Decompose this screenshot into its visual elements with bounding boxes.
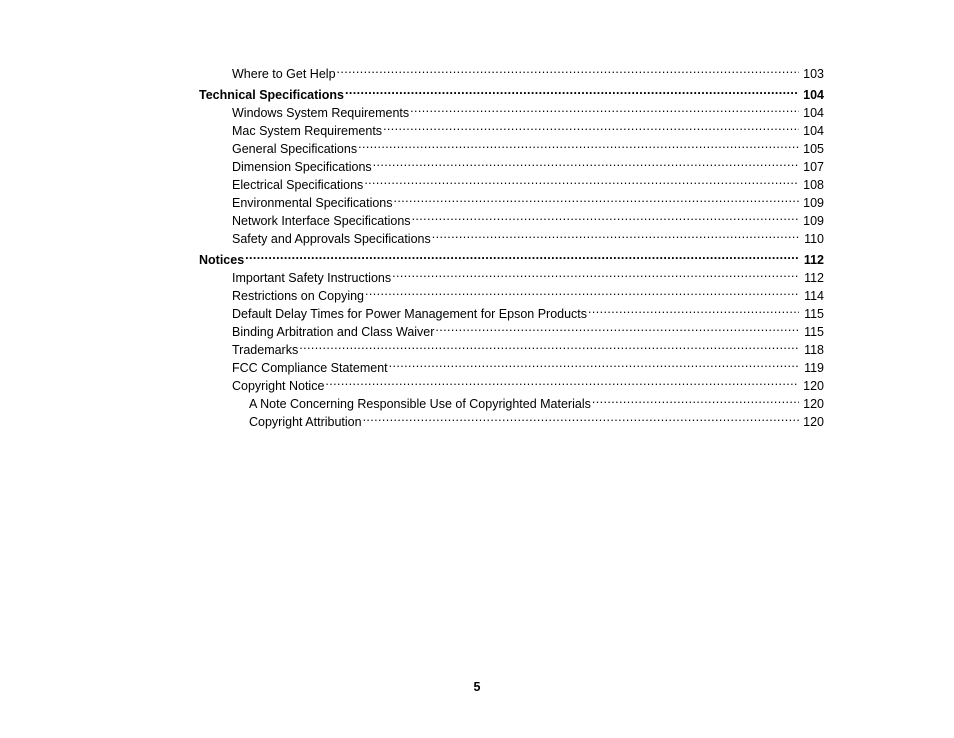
toc-entry-page: 119	[804, 361, 824, 375]
toc-entry-title: A Note Concerning Responsible Use of Copyrighted Materials	[249, 397, 591, 411]
toc-dot-leader	[383, 117, 799, 135]
toc-dot-leader	[435, 318, 799, 336]
toc-entry-page: 118	[804, 343, 824, 357]
toc-entry-page: 115	[804, 307, 824, 321]
toc-entry[interactable]	[199, 264, 824, 285]
toc-dot-leader	[588, 300, 799, 318]
toc-entry-title: Electrical Specifications	[232, 178, 364, 192]
toc-entry-title: Copyright Notice	[232, 379, 325, 393]
toc-entry-page: 109	[803, 196, 824, 210]
toc-entry-title: Windows System Requirements	[232, 106, 410, 120]
toc-dot-leader	[364, 171, 799, 189]
toc-dot-leader	[245, 246, 799, 264]
toc-entry-title: Environmental Specifications	[232, 196, 393, 210]
toc-entry-page: 104	[803, 106, 824, 120]
toc-entry-page: 104	[803, 88, 824, 102]
toc-entry-title: Restrictions on Copying	[232, 289, 365, 303]
toc-dot-leader	[373, 153, 799, 171]
toc-entry-title: Trademarks	[232, 343, 299, 357]
toc-dot-leader	[358, 135, 799, 153]
toc-entry-title: FCC Compliance Statement	[232, 361, 388, 375]
toc-entry-title: General Specifications	[232, 142, 358, 156]
toc-dot-leader	[363, 408, 799, 426]
toc-entry-title: Network Interface Specifications	[232, 214, 411, 228]
toc-entry-page: 112	[803, 253, 824, 267]
toc-entry-page: 120	[803, 415, 824, 429]
toc-dot-leader	[325, 372, 799, 390]
toc-dot-leader	[432, 225, 799, 243]
page-number: 5	[473, 680, 481, 694]
toc-dot-leader	[345, 81, 799, 99]
toc-entry-page: 115	[804, 325, 824, 339]
toc-entry-title: Default Delay Times for Power Management for Epson Products	[232, 307, 588, 321]
toc-entry-title: Binding Arbitration and Class Waiver	[232, 325, 435, 339]
toc-entry-page: 112	[804, 271, 824, 285]
toc-entry-page: 105	[803, 142, 824, 156]
toc-entry-page: 110	[804, 232, 824, 246]
toc-entry-page: 108	[803, 178, 824, 192]
toc-entry-page: 103	[803, 67, 824, 81]
toc-entry-page: 120	[803, 397, 824, 411]
toc-dot-leader	[410, 99, 799, 117]
toc-dot-leader	[337, 60, 799, 78]
toc-dot-leader	[592, 390, 799, 408]
toc-entry-page: 104	[803, 124, 824, 138]
toc-entry[interactable]	[199, 60, 824, 81]
toc-dot-leader	[389, 354, 799, 372]
toc-dot-leader	[392, 264, 799, 282]
toc-dot-leader	[394, 189, 800, 207]
toc-entry-page: 120	[803, 379, 824, 393]
toc-entry[interactable]	[199, 81, 824, 102]
toc-entry-title: Notices	[199, 253, 245, 267]
toc-dot-leader	[365, 282, 799, 300]
toc-entry-title: Technical Specifications	[199, 88, 344, 102]
toc-entry[interactable]	[199, 246, 824, 267]
table-of-contents	[199, 60, 824, 429]
toc-dot-leader	[299, 336, 799, 354]
toc-entry-title: Important Safety Instructions	[232, 271, 392, 285]
toc-entry-title: Mac System Requirements	[232, 124, 383, 138]
toc-entry-title: Copyright Attribution	[249, 415, 362, 429]
toc-entry-title: Dimension Specifications	[232, 160, 372, 174]
toc-entry-title: Safety and Approvals Specifications	[232, 232, 431, 246]
toc-entry-page: 107	[803, 160, 824, 174]
toc-entry-page: 109	[803, 214, 824, 228]
toc-entry-page: 114	[804, 289, 824, 303]
toc-entry-title: Where to Get Help	[232, 67, 336, 81]
toc-dot-leader	[412, 207, 799, 225]
